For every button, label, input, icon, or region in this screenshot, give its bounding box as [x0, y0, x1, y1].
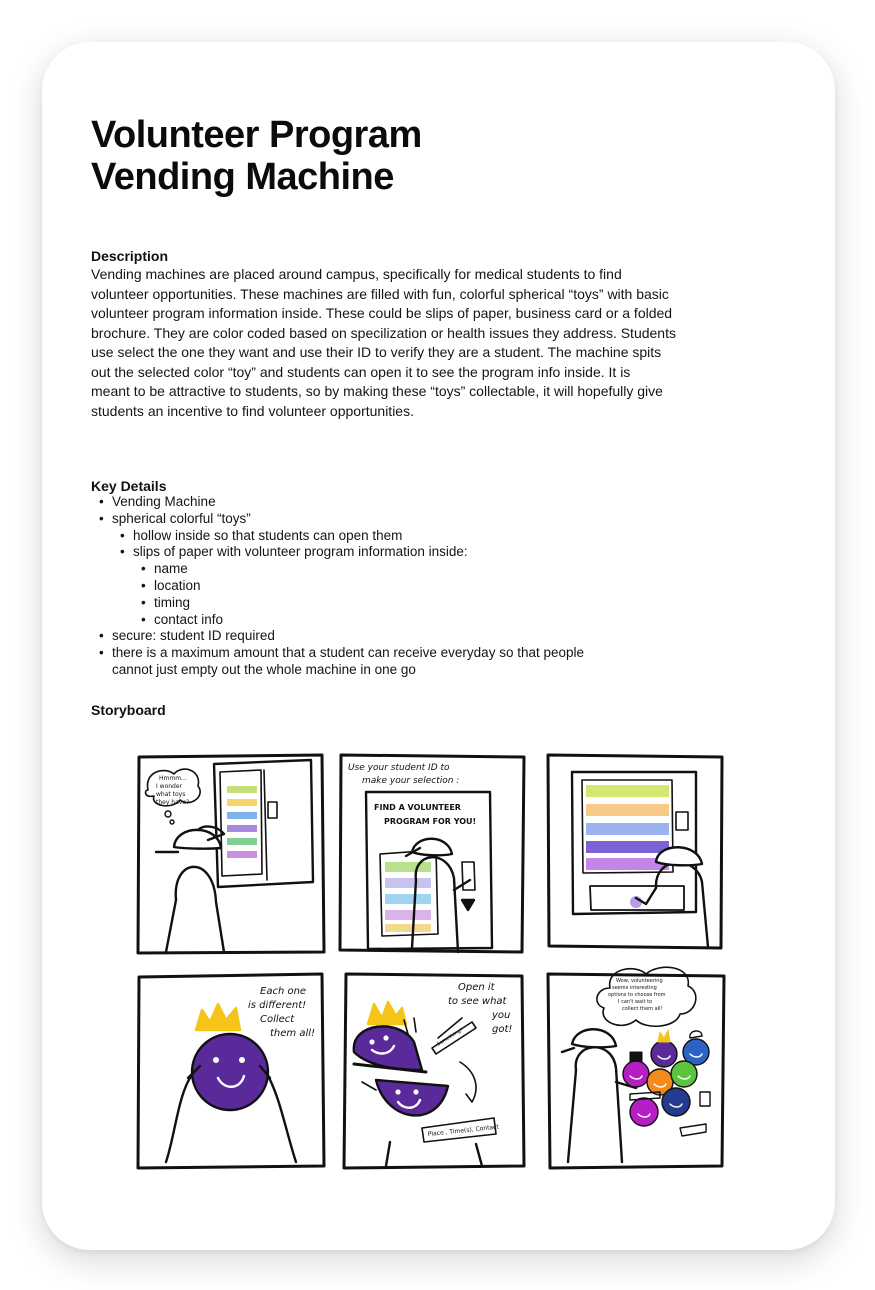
- thought-line: what toys: [156, 791, 186, 798]
- list-item: [91, 511, 584, 629]
- description-line: students an incentive to find volunteer opportunities.: [91, 402, 414, 419]
- description-line: meant to be attractive to students, so by making these “toys” collectable, it will hopefully give: [91, 383, 663, 399]
- page-title: [91, 114, 422, 198]
- list-item: • Vending Machine: [91, 494, 584, 511]
- list-item-label: slips of paper with volunteer program information inside:: [133, 544, 468, 560]
- toy-shelves: [227, 786, 257, 858]
- description-line: volunteer program information inside. These could be slips of paper, business card or a folded: [91, 305, 673, 321]
- thought-line: collect them all!: [622, 1006, 663, 1012]
- storyboard-panel-3: [548, 755, 722, 948]
- panel-2-caption: [348, 763, 459, 786]
- storyboard-illustration: [136, 752, 726, 1172]
- list-item: • location: [133, 578, 584, 595]
- caption-line: you: [492, 1010, 511, 1021]
- panel-2-sign: [374, 803, 476, 826]
- list-item: • secure: student ID required: [91, 628, 584, 645]
- key-details-heading: Key Details: [91, 478, 167, 494]
- list-item: • hollow inside so that students can open them: [112, 528, 584, 545]
- thought-line: Wow, volunteering: [616, 978, 663, 984]
- list-item-label: spherical colorful “toys”: [112, 510, 251, 526]
- caption-line: Collect: [260, 1014, 295, 1025]
- panel-5-slip-top: Something!: [435, 1027, 464, 1048]
- description-line: brochure. They are color coded based on specilization or health issues they address. Students: [91, 324, 676, 341]
- sign-line: PROGRAM FOR YOU!: [384, 817, 477, 826]
- sub-sub-list: [133, 561, 584, 628]
- panel-6-thought-text: [608, 978, 666, 1012]
- caption-line: got!: [492, 1024, 513, 1035]
- page-title-line-2: Vending Machine: [91, 156, 394, 198]
- description-line: Vending machines are placed around campus, specifically for medical students to find: [91, 266, 622, 282]
- caption-line: is different!: [248, 1000, 307, 1011]
- thought-line: they have?: [156, 799, 190, 806]
- thought-line: seems interesting: [612, 985, 657, 991]
- list-item: [112, 544, 584, 628]
- storyboard-heading: Storyboard: [91, 702, 166, 718]
- thought-line: Hmmm...: [159, 775, 187, 782]
- list-item-continuation: cannot just empty out the whole machine in one go: [112, 661, 416, 677]
- caption-line: Open it: [458, 982, 495, 993]
- description-line: out the selected color “toy” and students can open it to see the program info inside. It is: [91, 363, 631, 380]
- caption-line: them all!: [270, 1028, 316, 1039]
- thought-line: options to choose from: [608, 992, 666, 998]
- list-item: • contact info: [133, 612, 584, 629]
- panel-5-slip: Place , Time(s), Contact: [427, 1123, 500, 1138]
- page-title-line-1: Volunteer Program: [91, 114, 422, 156]
- list-item: • there is a maximum amount that a student can receive everyday so that people: [91, 645, 584, 662]
- toy-shelves: [385, 862, 431, 932]
- thought-line: I wonder: [156, 783, 183, 790]
- description-line: volunteer opportunities. These machines are filled with fun, colorful spherical “toys” with basic: [91, 285, 669, 302]
- sub-list: [112, 528, 584, 629]
- sign-line: FIND A VOLUNTEER: [374, 803, 461, 812]
- caption-line: make your selection :: [362, 776, 460, 786]
- caption-line: Use your student ID to: [348, 763, 450, 773]
- description-text: [91, 265, 791, 421]
- list-item: • timing: [133, 595, 584, 612]
- description-heading: Description: [91, 248, 169, 264]
- caption-line: Each one: [260, 986, 307, 997]
- list-item: • name: [133, 561, 584, 578]
- thought-line: I can't wait to: [618, 999, 653, 1005]
- panel-5-caption: [448, 982, 512, 1035]
- caption-line: to see what: [448, 996, 507, 1007]
- panel-4-caption: [248, 986, 315, 1039]
- key-details-list: [91, 494, 584, 679]
- description-line: use select the one they want and use their ID to verify they are a student. The machine spits: [91, 344, 662, 360]
- panel-1-thought-text: [156, 775, 189, 806]
